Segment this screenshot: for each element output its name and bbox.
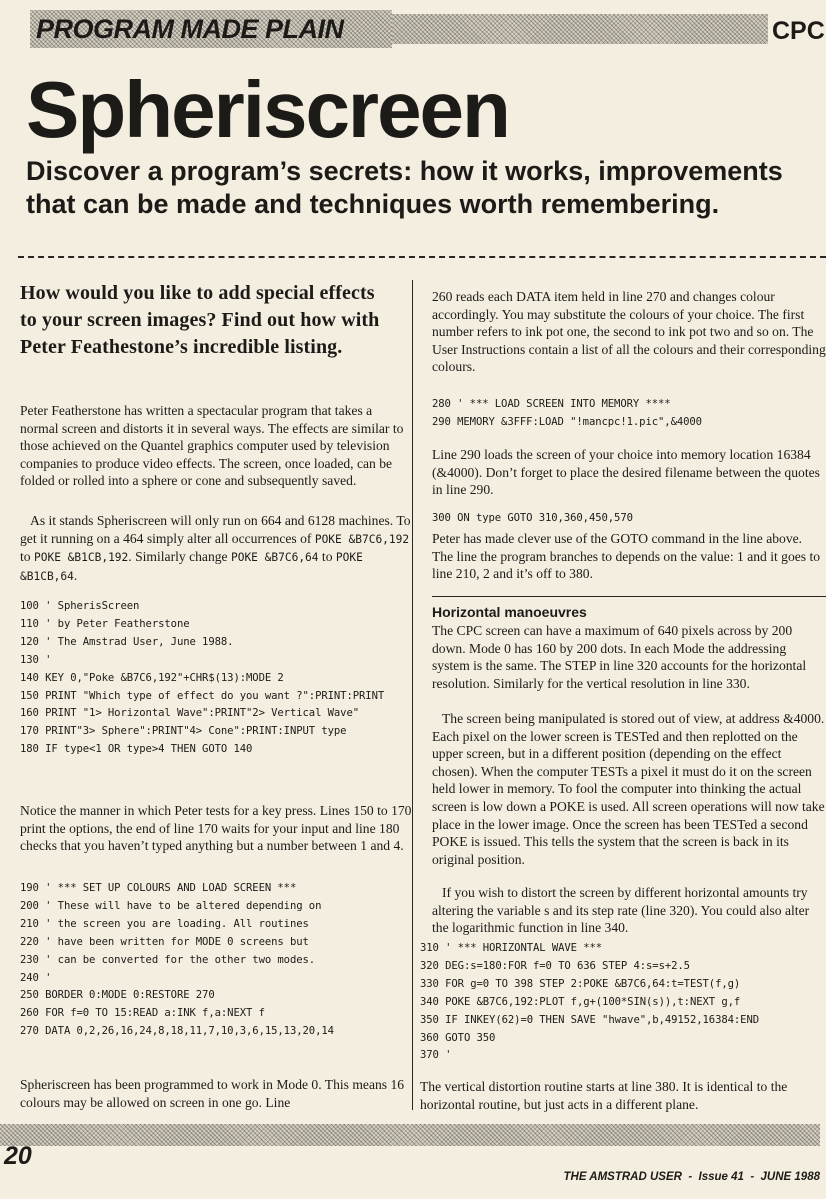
load-paragraph: Line 290 loads the screen of your choice into memory location 16384 (&4000). Don’t forget to place the desired filename between the quotes in line 290. [432,447,820,498]
magazine-footer: THE AMSTRAD USER - Issue 41 - JUNE 1988 [563,1171,820,1183]
para-text: to [20,549,34,565]
para-text: to [318,549,336,565]
test-paragraph: The screen being manipulated is stored out of view, at address &4000. Each pixel on the lower screen is TESTed and then replotted on the upper screen, but in a different position (depending on the effect chosen). When the computer TESTs a pixel it must do it on the screen held lower in memory. To fool the computer into thinking the actual screen is low down a POKE is used. All screen operations will now take place in the lower image. Once the screen has been TESTed a second POKE is issued. This tells the system that the screen is back in its original position. [432,711,825,867]
footer-hatch-band [0,1124,820,1146]
lead-paragraph: How would you like to add special effects to your screen images? Find out how with Peter Feathestone’s incredible listing. [20,282,380,358]
platform-tag: CPC [772,17,825,45]
distort-paragraph: If you wish to distort the screen by different horizontal amounts try altering the variable s and its step rate (line 320). You could also alter the logarithmic function in line 340. [432,885,810,936]
dashed-divider [18,256,826,258]
compatibility-paragraph [20,512,412,585]
resolution-paragraph: The CPC screen can have a maximum of 640 pixels across by 200 down. Mode 0 has 160 by 200 dots. In each Mode the addressing system is the same. The STEP in line 320 accounts for the horizontal resolution. Similarly for the vertical resolution in line 330. [432,623,807,691]
intro-paragraph: Peter Featherstone has written a spectacular program that takes a normal screen and distorts it in several ways. The effects are similar to those achieved on the Quantel graphics computer used by television companies to produce video effects. The screen, once loaded, can be folded or rolled into a sphere or cone and subsequently saved. [20,403,404,489]
mode-paragraph: Spheriscreen has been programmed to work in Mode 0. This means 16 colours may be allowed on screen in one go. Line [20,1077,405,1110]
code-listing-1: 100 ' SpherisScreen 110 ' by Peter Featherstone 120 ' The Amstrad User, June 1988. 130 ' 140 KEY 0,"Poke &B7C6,192"+CHR$(13):MODE 2 150 PRINT "Which type of effect do you want ?":PRINT:PRINT 160 PRINT "1> Horizontal Wave":PRINT"2> Vertical Wave" 170 PRINT"3> Sphere":PRINT"4> Cone":PRINT:INPUT type 180 IF type<1 OR type>4 THEN GOTO 140 [20,600,385,756]
header-hatch-band [392,14,768,44]
section-heading: Horizontal manoeuvres [432,604,587,620]
code-listing-5: 310 ' *** HORIZONTAL WAVE *** 320 DEG:s=180:FOR f=0 TO 636 STEP 4:s=s+2.5 330 FOR g=0 TO 398 STEP 2:POKE &B7C6,64:t=TEST(f,g) 340 POKE &B7C6,192:PLOT f,g+(100*SIN(s)),t:NEXT g,f 350 IF INKEY(62)=0 THEN SAVE "hwave",b,49152,16384:END 360 GOTO 350 370 ' [420,942,760,1062]
keypress-paragraph: Notice the manner in which Peter tests for a key press. Lines 150 to 170 print the options, the end of line 170 waits for your input and line 180 checks that you haven’t typed anything but a number between 1 and 4. [20,803,412,854]
code-listing-4: 300 ON type GOTO 310,360,450,570 [432,512,633,524]
goto-paragraph: Peter has made clever use of the GOTO command in the line above. The line the program branches to depends on the value: 1 and it goes to line 210, 2 and it’s off to 380. [432,531,821,582]
para-text: . Similarly change [128,549,231,565]
para-text: . [73,567,78,583]
data-paragraph: 260 reads each DATA item held in line 270 and changes colour accordingly. You may substitute the colours of your choice. The first number refers to ink pot one, the second to ink pot two and so on. The User Instructions contain a list of all the colours and their corresponding colours. [432,289,826,375]
section-divider [432,596,826,597]
inline-code: POKE &B1CB,192 [33,551,129,565]
section-label: PROGRAM MADE PLAIN [30,10,392,48]
column-divider [412,280,413,1110]
para-text: As it stands Spheriscreen will only run on 664 and 6128 machines. To get it running on a 464 simply alter all occurrences of [20,513,411,546]
inline-code: POKE &B7C6,192 [314,532,410,546]
code-listing-2: 190 ' *** SET UP COLOURS AND LOAD SCREEN *** 200 ' These will have to be altered depending on 210 ' the screen you are loading. All routines 220 ' have been written for MODE 0 screens but 230 ' can be converted for the other two modes. 240 ' 250 BORDER 0:MODE 0:RESTORE 270 260 FOR f=0 TO 15:READ a:INK f,a:NEXT f 270 DATA 0,2,26,16,24,8,18,11,7,10,3,6,15,13,20,14 [20,882,334,1038]
page-number: 20 [4,1142,32,1170]
inline-code: POKE &B7C6,64 [230,551,319,565]
vertical-paragraph: The vertical distortion routine starts at line 380. It is identical to the horizontal routine, but just acts in a different plane. [420,1079,788,1112]
article-title: Spheriscreen [26,65,509,154]
article-subtitle: Discover a program’s secrets: how it works, improvements that can be made and techniques worth remembering. [26,156,783,219]
inline-code: POKE &B1CB,64 [20,551,363,583]
code-listing-3: 280 ' *** LOAD SCREEN INTO MEMORY **** 290 MEMORY &3FFF:LOAD "!mancpc!1.pic",&4000 [432,398,702,428]
